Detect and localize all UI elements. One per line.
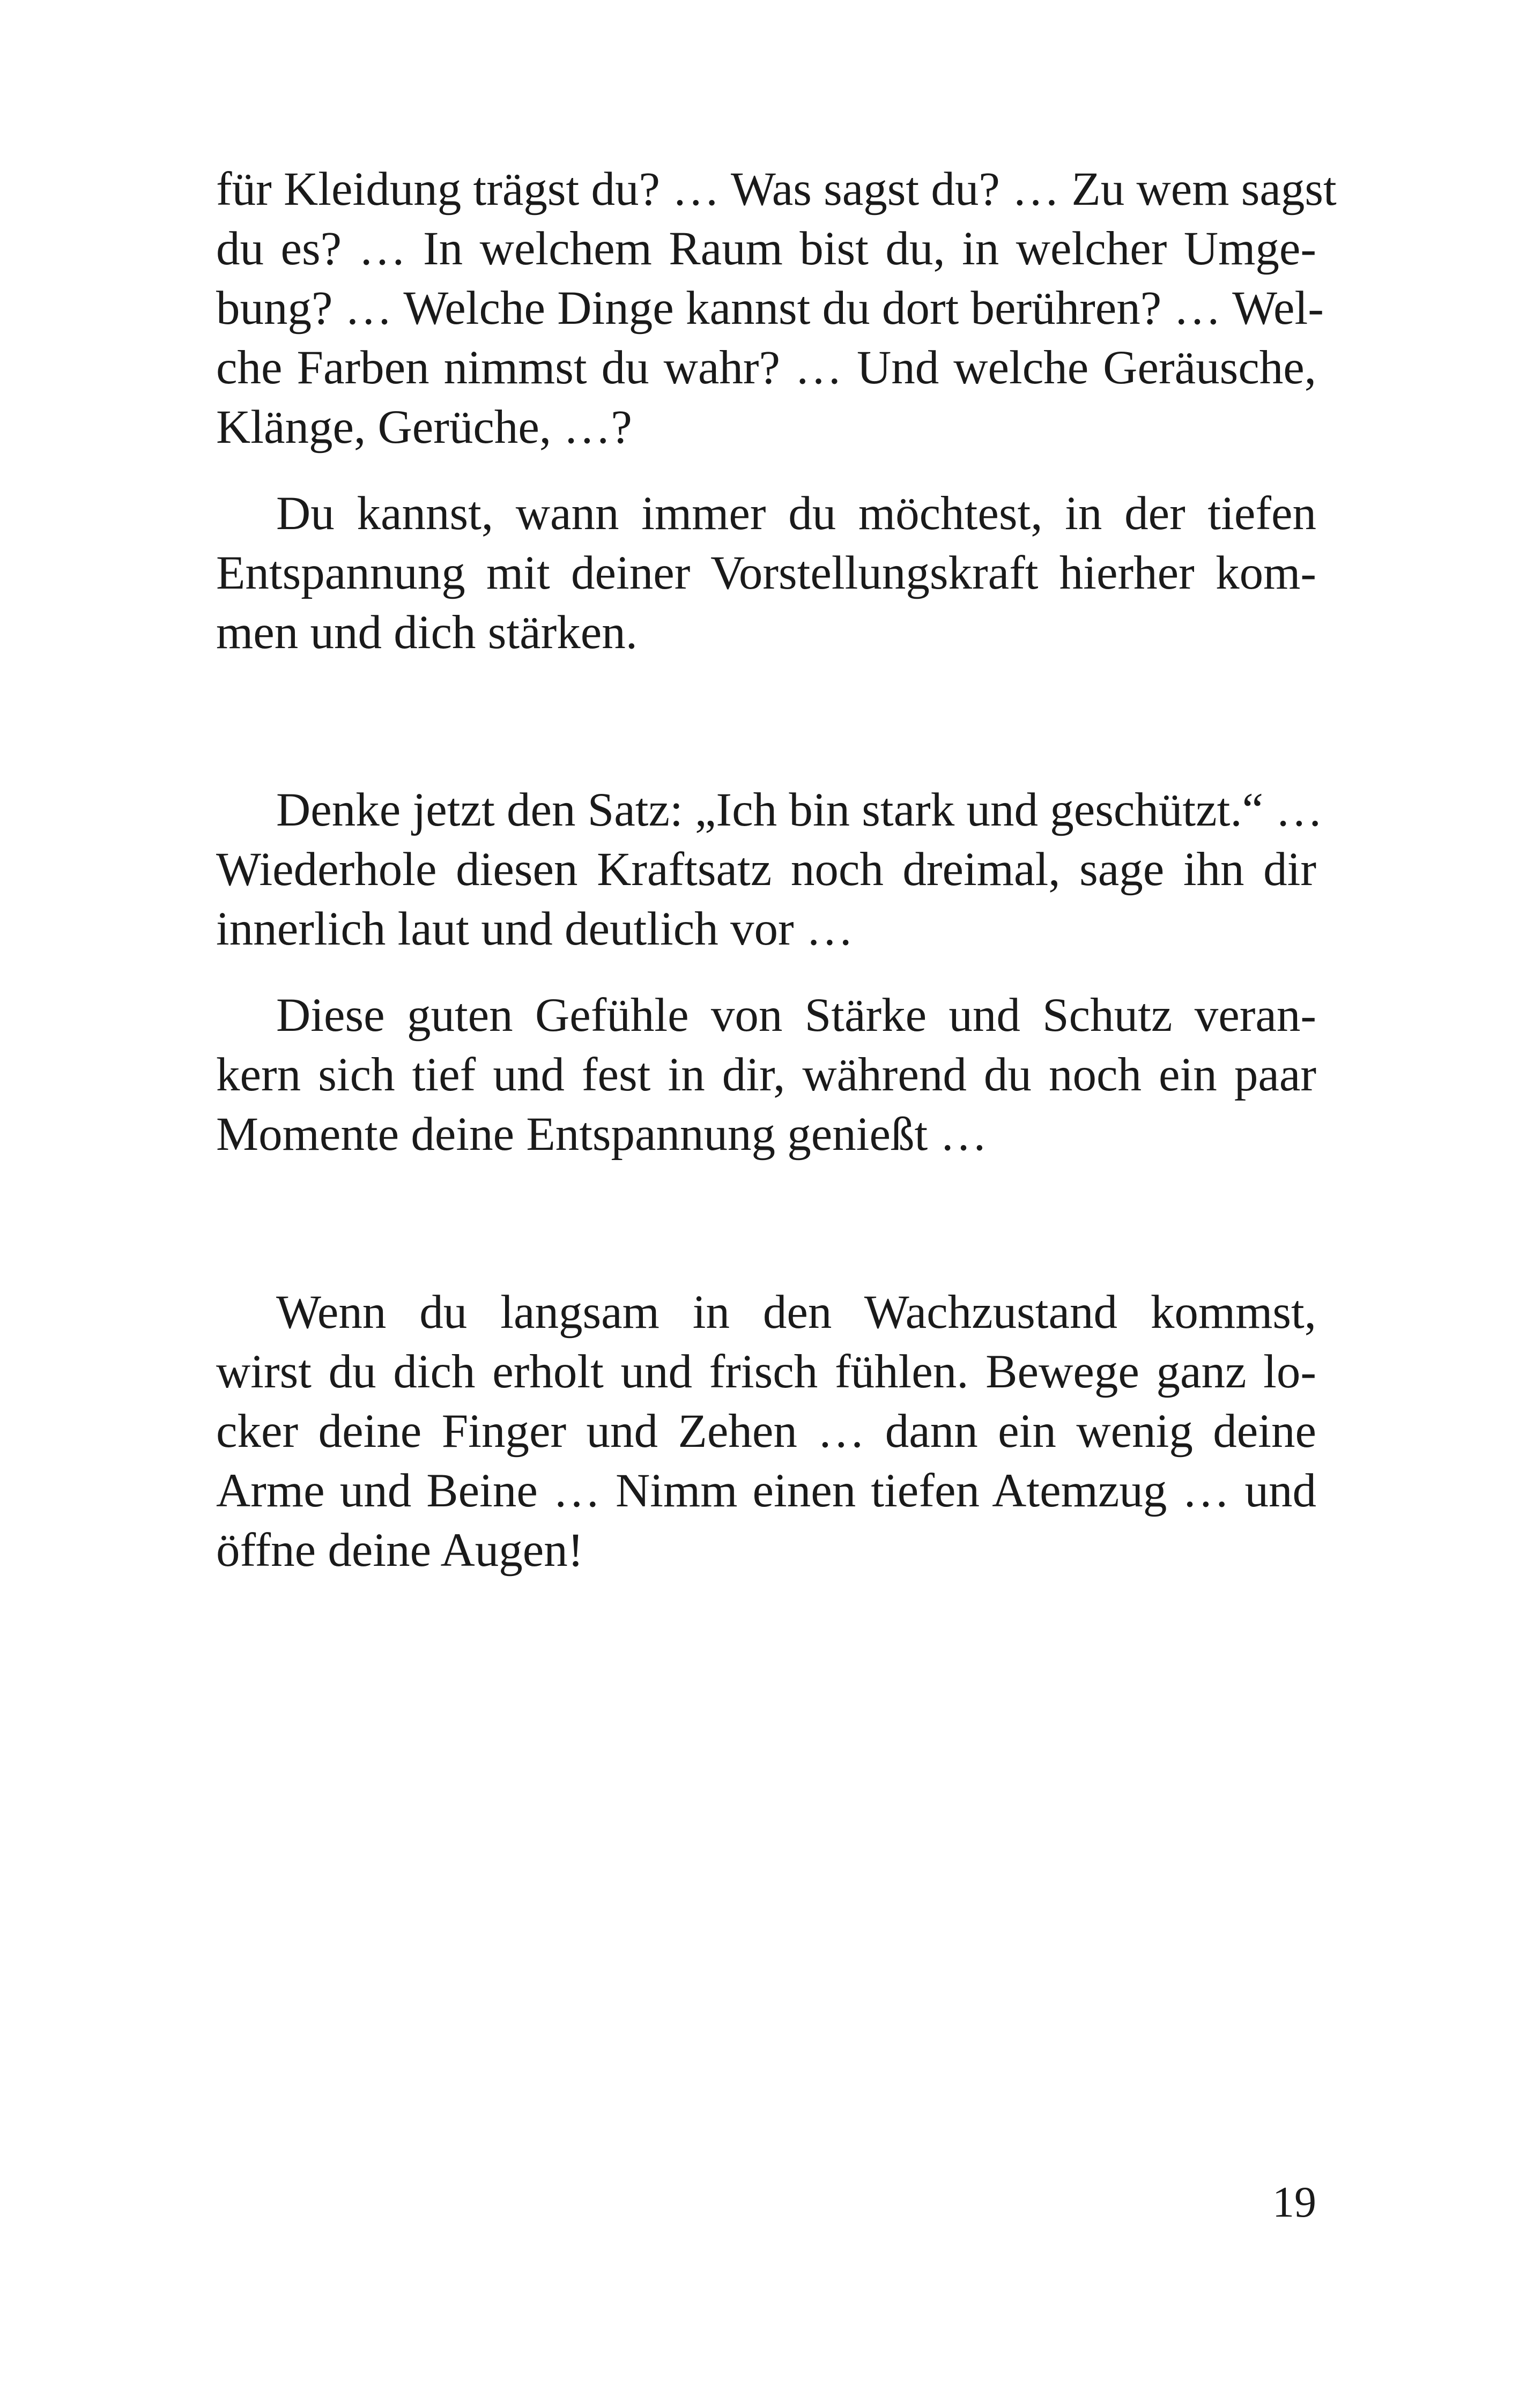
paragraph-affirmation <box>216 781 1323 959</box>
text-line: du es? … In welchem Raum bist du, in welcher Umge- <box>216 222 1316 275</box>
paragraph-waking-up <box>216 1283 1316 1580</box>
text-line: innerlich laut und deutlich vor … <box>216 903 854 955</box>
text-line: öffne deine Augen! <box>216 1524 584 1577</box>
paragraph-return-anytime <box>216 484 1316 663</box>
text-line: cker deine Finger und Zehen … dann ein wenig deine <box>216 1405 1316 1458</box>
text-line: Entspannung mit deiner Vorstellungskraft hierher kom- <box>216 547 1316 599</box>
text-line: wirst du dich erholt und frisch fühlen. Bewege ganz lo- <box>216 1346 1316 1398</box>
text-line: Du kannst, wann immer du möchtest, in der tiefen <box>276 487 1316 540</box>
text-line: Diese guten Gefühle von Stärke und Schutz veran- <box>276 989 1316 1042</box>
text-line: kern sich tief und fest in dir, während du noch ein paar <box>216 1049 1316 1101</box>
text-line: men und dich stärken. <box>216 606 638 659</box>
text-line: Denke jetzt den Satz: „Ich bin stark und geschützt.“ … <box>276 784 1323 836</box>
paragraph-anchoring <box>216 986 1316 1164</box>
text-line: Arme und Beine … Nimm einen tiefen Atemzug … und <box>216 1465 1316 1517</box>
text-line: bung? … Welche Dinge kannst du dort berühren? … Wel- <box>216 282 1324 335</box>
text-line: Wiederhole diesen Kraftsatz noch dreimal, sage ihn dir <box>216 843 1316 896</box>
text-line: che Farben nimmst du wahr? … Und welche Geräusche, <box>216 341 1316 394</box>
text-line: Momente deine Entspannung genießt … <box>216 1108 988 1161</box>
text-line: Wenn du langsam in den Wachzustand kommst, <box>276 1286 1316 1339</box>
text-line: für Kleidung trägst du? … Was sagst du? … Zu wem sagst <box>216 163 1337 215</box>
text-line: Klänge, Gerüche, …? <box>216 401 632 454</box>
paragraph-questions <box>216 160 1337 457</box>
page-number: 19 <box>1272 2177 1316 2226</box>
